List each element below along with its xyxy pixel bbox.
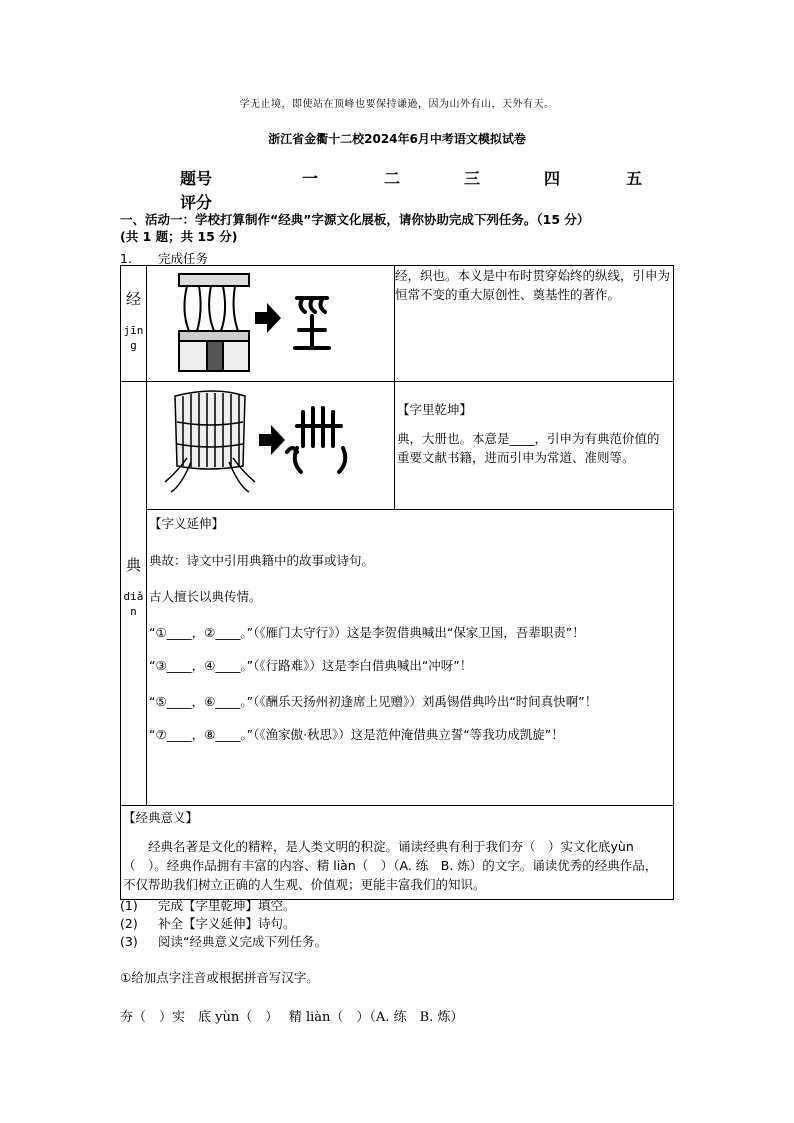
loom-to-glyph-illustration — [147, 266, 393, 378]
poem-item-4: “⑦____，⑧____。”（《渔家傲·秋思》）这是范仲淹借典立誓“等我功成凯旋”！ — [148, 727, 564, 742]
dian-char: 典 — [125, 556, 141, 574]
pinyin-answer-line: 夯（ ）实 底 yùn（ ） 精 liàn（ ）（A. 练 B. 炼） — [120, 1010, 464, 1025]
score-col-2: 二 — [384, 169, 401, 188]
dian-image — [146, 382, 394, 510]
subtask-2 — [120, 915, 327, 933]
subtask-2-num: (2) — [120, 916, 138, 931]
subtask-1 — [120, 897, 327, 915]
yanshen-title: 【字义延伸】 — [148, 516, 224, 531]
section-sub: (共 1 题；共 15 分) — [120, 229, 238, 244]
subtask-2-text: 补全【字义延伸】诗句。 — [158, 916, 296, 931]
task-label: 完成任务 — [158, 251, 209, 266]
task-number: 1. — [120, 251, 132, 266]
meaning-paragraph: 经典名著是文化的精粹，是人类文明的积淀。诵读经典有利于我们夯（ ）实文化底yùn（ ）。经典作品拥有丰富的内容、精 liàn（ ）（A. 练 B. 炼）的文字。诵读优秀的经典作品，不仅帮助我们树立正确的人生观、价值观；更能丰富我们的知识。 — [123, 839, 658, 892]
poem-item-1: “①____，②____。”（《雁门太守行》）这是李贺借典喊出“保家卫国，吾辈职责”！ — [148, 625, 585, 640]
book-to-glyph-illustration — [147, 382, 393, 506]
subtask-3-num: (3) — [120, 934, 138, 949]
gu-ren-text: 古人擅长以典传情。 — [148, 589, 262, 604]
score-col-4: 四 — [544, 169, 561, 188]
dian-explain: 典，大册也。本意是____，引申为有典范价值的重要文献书籍，进而引申为常道、准则等。 — [396, 431, 660, 465]
dian-char-cell — [121, 382, 147, 806]
score-col-1: 一 — [302, 169, 319, 188]
score-label-tihao: 题号 — [180, 169, 213, 188]
subtask-1-text: 完成【字里乾坤】填空。 — [158, 898, 296, 913]
subtask-list — [120, 897, 327, 951]
circle-task: ①给加点字注音或根据拼音写汉字。 — [120, 970, 319, 985]
jing-pinyin — [121, 323, 146, 353]
jing-explain: 经，织也。本义是中布时贯穿始终的纵线，引申为恒常不变的重大原创性、奠基性的著作。 — [394, 266, 673, 382]
meaning-title: 【经典意义】 — [123, 810, 199, 825]
dian-pinyin-1: diǎ — [123, 590, 144, 603]
subtask-1-num: (1) — [120, 898, 138, 913]
content-table — [120, 265, 674, 900]
dian-gu-text: 典故：诗文中引用典籍中的故事或诗句。 — [148, 553, 374, 568]
jing-char: 经 — [125, 290, 141, 308]
section-title: 一、活动一：学校打算制作“经典”字源文化展板，请你协助完成下列任务。（15 分） — [120, 212, 590, 227]
jing-pinyin-1: jīn — [123, 324, 144, 337]
meaning-cell — [121, 806, 674, 900]
yanshen-cell — [146, 510, 673, 806]
page-title: 浙江省金衢十二校2024年6月中考语文模拟试卷 — [268, 132, 526, 146]
jing-char-cell — [121, 266, 147, 382]
subtask-3 — [120, 933, 327, 951]
jing-pinyin-2: g — [130, 339, 137, 352]
poem-item-2: “③____，④____。”（《行路难》）这是李白借典喊出“冲呀”！ — [148, 658, 473, 673]
section-heading — [120, 211, 680, 245]
jing-image — [146, 266, 394, 382]
dian-pinyin-2: n — [130, 605, 137, 618]
score-col-3: 三 — [464, 169, 481, 188]
motto-text: 学无止境，即使站在顶峰也要保持谦逊，因为山外有山，天外有天。 — [239, 99, 555, 110]
score-label-pingfen: 评分 — [180, 193, 213, 212]
zili-title: 【字里乾坤】 — [396, 402, 472, 417]
score-col-5: 五 — [626, 169, 643, 188]
dian-pinyin — [121, 589, 146, 619]
poem-item-3: “⑤____，⑥____。”（《酬乐天扬州初逢席上见赠》）刘禹锡借典吟出“时间真快啊”！ — [148, 694, 598, 709]
dian-zili-cell — [394, 382, 673, 510]
subtask-3-text: 阅读“经典意义完成下列任务。 — [158, 934, 327, 949]
